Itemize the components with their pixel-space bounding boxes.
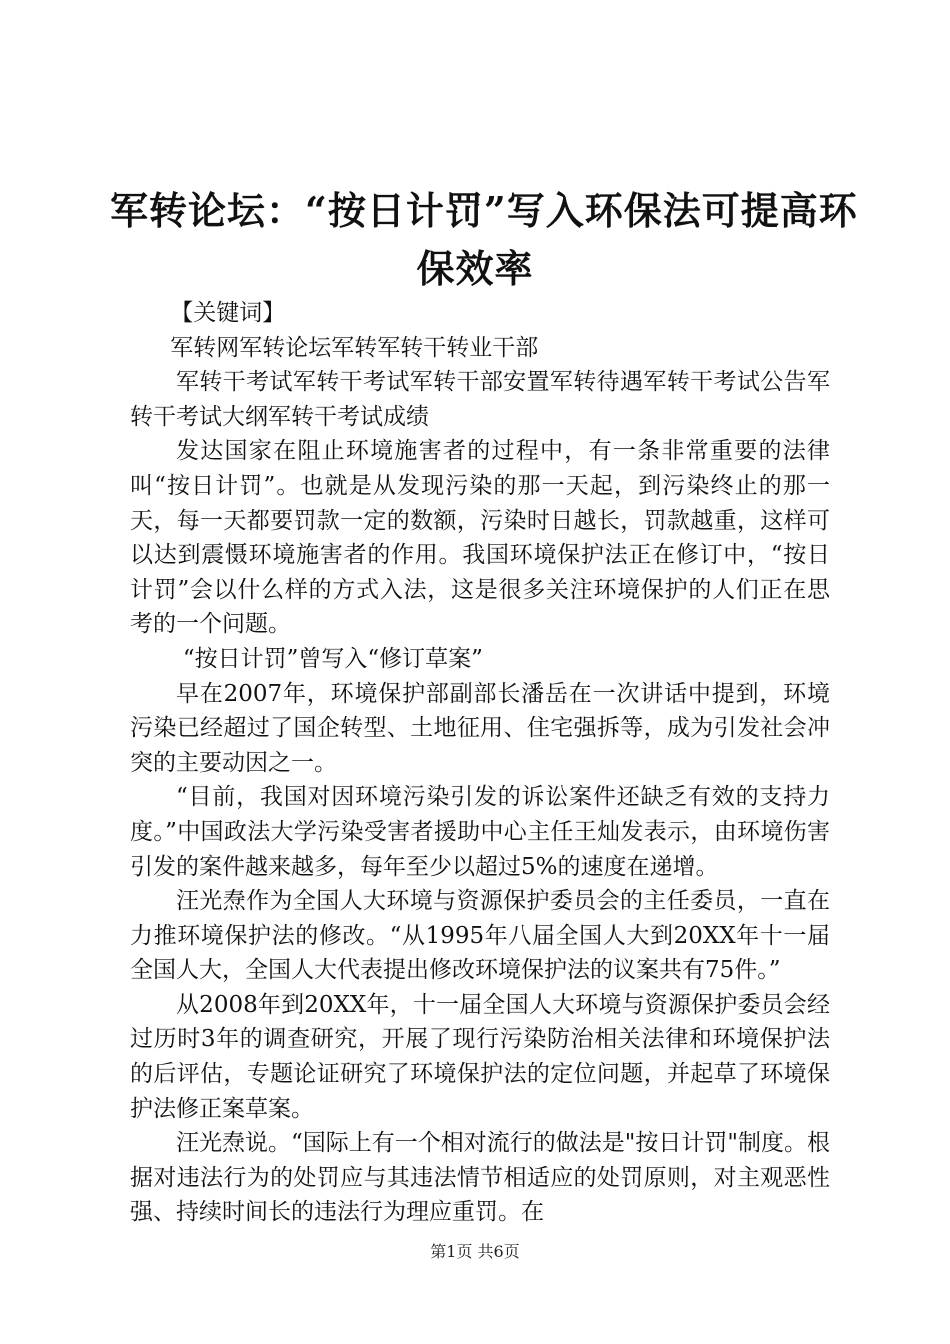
section-heading: “按日计罚”曾写入“修订草案” [182, 645, 483, 672]
body-paragraph: 从2008年到20XX年，十一届全国人大环境与资源保护委员会经过历时3年的调查研究，开展了现行污染防治相关法律和环境保护法的后评估，专题论证研究了环境保护法的定位问题，并起草了环境保护法修正案草案。 [130, 991, 830, 1122]
body-paragraph: 早在2007年，环境保护部副部长潘岳在一次讲话中提到，环境污染已经超过了国企转型、土地征用、住宅强拆等，成为引发社会冲突的主要动因之一。 [130, 680, 830, 776]
keywords-heading: 【关键词】 [170, 300, 286, 326]
keywords-line-2: 军转干考试军转干考试军转干部安置军转待遇军转干考试公告军转干考试大纲军转干考试成绩 [130, 369, 830, 430]
page-number-footer: 第1页 共6页 [430, 1242, 520, 1261]
document-title-line-2: 保效率 [416, 246, 534, 291]
body-paragraph: “目前，我国对因环境污染引发的诉讼案件还缺乏有效的支持力度。”中国政法大学污染受害者援助中心主任王灿发表示，由环境伤害引发的案件越来越多，每年至少以超过5%的速度在递增。 [130, 784, 830, 880]
document-title-line-1: 军转论坛：“按日计罚”写入环保法可提高环 [110, 188, 858, 233]
body-paragraph: 汪光焘说。“国际上有一个相对流行的做法是"按日计罚"制度。根据对违法行为的处罚应与其违法情节相适应的处罚原则，对主观恶性强、持续时间长的违法行为理应重罚。在 [130, 1130, 830, 1226]
body-paragraph: 发达国家在阻止环境施害者的过程中，有一条非常重要的法律叫“按日计罚”。也就是从发现污染的那一天起，到污染终止的那一天，每一天都要罚款一定的数额，污染时日越长，罚款越重，这样可以达到震慑环境施害者的作用。我国环境保护法正在修订中，“按日计罚”会以什么样的方式入法，这是很多关注环境保护的人们正在思考的一个问题。 [130, 438, 830, 638]
document-body [130, 296, 830, 1230]
body-paragraph: 汪光焘作为全国人大环境与资源保护委员会的主任委员，一直在力推环境保护法的修改。“从1995年八届全国人大到20XX年十一届全国人大，全国人大代表提出修改环境保护法的议案共有75件。” [130, 888, 830, 984]
keywords-line-1: 军转网军转论坛军转军转干转业干部 [170, 334, 539, 361]
